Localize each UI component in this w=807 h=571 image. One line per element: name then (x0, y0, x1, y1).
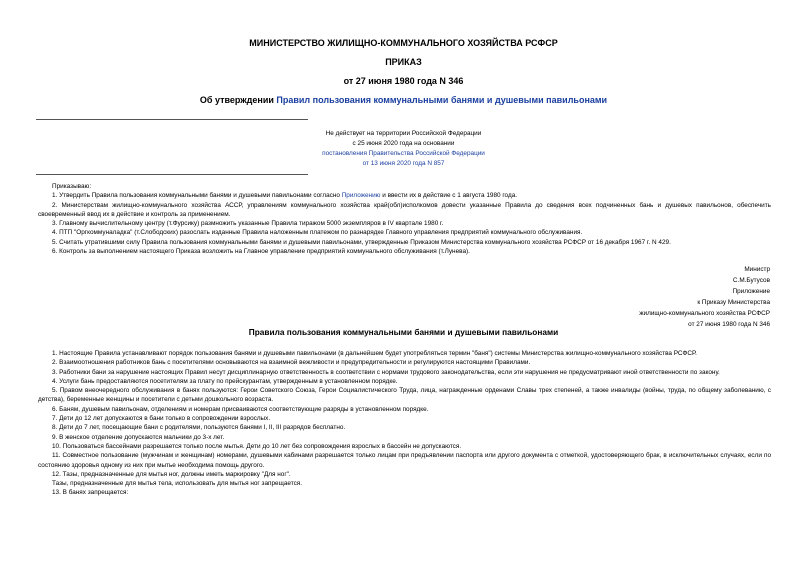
rules-item-5: 5. Правом внеочередного обслуживания в банях пользуются: Герои Советского Союза, Герои Социалистического Труда, лица, награжденные орденами Славы трех степеней, а также инвалиды (войны, труда, по общему заболеванию, с детства), беременные женщины и посетители с детьми дошкольного возраста. (38, 387, 771, 404)
notice-line-2: с 25 июня 2020 года на основании (352, 140, 455, 147)
order-item-3: 3. Главному вычислительному центру (т.Фурсику) размножить указанные Правила тиражом 5000 экземпляров в IV квартале 1980 г. (52, 220, 444, 228)
appendix-line-2: жилищно-коммунального хозяйства РСФСР (639, 310, 770, 317)
rules-item-9: 9. В женское отделение допускаются мальчики до 3-х лет. (52, 433, 225, 441)
appendix-link[interactable]: Приложению (341, 192, 381, 200)
rules-item-1: 1. Настоящие Правила устанавливают порядок пользования банями и душевыми павильонами (в дальнейшем будет употребляться термин "баня") системы Министерства жилищно-коммунального хозяйства РСФСР. (52, 350, 697, 357)
order-item-5: 5. Считать утратившими силу Правила пользования коммунальными банями и душевыми павильонами, утвержденные Приказом Министерства коммунального хозяйства РСФСР от 16 декабря 1967 г. N 429. (52, 238, 671, 246)
appendix-line-3: от 27 июня 1980 года N 346 (688, 321, 770, 328)
rules-item-12b: Тазы, предназначенные для мытья тела, использовать для мытья ног запрещается. (52, 480, 303, 488)
subject-prefix: Об утверждении (199, 95, 277, 105)
order-item-6: 6. Контроль за выполнением настоящего Приказа возложить на Главное управление предприятий коммунального обслуживания (т.Лунева). (52, 248, 470, 256)
rules-item-4: 4. Услуги бань предоставляются посетителям за плату по прейскурантам, утвержденным в установленном порядке. (52, 377, 398, 385)
rules-title: Правила пользования коммунальными банями и душевыми павильонами (248, 327, 559, 337)
order-item-1-pre: 1. Утвердить Правила пользования коммунальными банями и душевыми павильонами согласно (52, 192, 342, 200)
doc-type-heading: ПРИКАЗ (385, 57, 422, 67)
ministry-heading: МИНИСТЕРСТВО ЖИЛИЩНО-КОММУНАЛЬНОГО ХОЗЯЙСТВА РСФСР (249, 38, 558, 48)
rules-item-13: 13. В банях запрещается: (52, 489, 129, 497)
notice-link-2[interactable]: от 13 июня 2020 года N 857 (362, 160, 445, 167)
order-intro: Приказываю: (52, 183, 92, 190)
order-body (38, 182, 771, 256)
rules-item-3: 3. Работники бани за нарушение настоящих Правил несут дисциплинарную ответственность в соответствии с нормами трудового законодательства, если эти нарушения не предусматривают иной ответственности по закону. (52, 368, 720, 376)
order-item-1 (38, 191, 771, 200)
rules-item-10: 10. Пользоваться бассейнами разрешается только после мытья. Дети до 10 лет без сопровождения взрослых в бассейн не допускаются. (52, 442, 462, 450)
signature-title: Министр (744, 266, 770, 273)
notice-link-1[interactable]: постановления Правительства Российской Федерации (322, 150, 485, 157)
subject-heading (0, 95, 807, 106)
divider-top (36, 119, 308, 120)
rules-item-7: 7. Дети до 12 лет допускаются в бани только в сопровождении взрослых. (52, 415, 271, 423)
rules-item-12: 12. Тазы, предназначенные для мытья ног, должны иметь маркировку "Для ног". (52, 470, 291, 478)
divider-bottom (36, 174, 308, 175)
appendix-label: Приложение (732, 288, 770, 295)
order-item-1-post: и ввести их в действие с 1 августа 1980 года. (380, 192, 518, 200)
appendix-line-1: к Приказу Министерства (697, 299, 770, 306)
signature-name: С.М.Бутусов (732, 277, 770, 284)
rules-item-2: 2. Взаимоотношения работников бань с посетителями основываются на взаимной вежливости и предупредительности и регулируются настоящими Правилами. (52, 359, 531, 367)
order-item-2: 2. Министерствам жилищно-коммунального хозяйства АССР, управлениям коммунального хозяйства край(обл)исполкомов довести указанные Правила до сведения всех подчиненных бань и душевых павильонов, обеспечить своевременный ввод их в действие и контроль за применением. (38, 201, 771, 218)
order-item-4: 4. ПТП "Оргкоммуналадка" (т.Слободских) разослать изданные Правила наложенным платежом по разнарядке Главного управления предприятий коммунального обслуживания. (52, 229, 583, 237)
rules-item-6: 6. Баням, душевым павильонам, отделениям и номерам присваиваются соответствующие разряды в установленном порядке. (52, 405, 429, 413)
rules-body (38, 349, 771, 498)
rules-item-8: 8. Дети до 7 лет, посещающие бани с родителями, пользуются банями I, II, III разрядов бесплатно. (52, 424, 346, 432)
rules-item-11: 11. Совместное пользование (мужчинам и женщинам) номерами, душевыми кабинами разрешается только лицам при предъявлении паспорта или другого документа с отметкой, удостоверяющего брак, в исключительных случаях, если по состоянию здоровья одному из них при мытье необходима помощь другого. (38, 452, 771, 469)
date-number-heading: от 27 июня 1980 года N 346 (343, 76, 464, 86)
subject-link[interactable]: Правил пользования коммунальными банями и душевыми павильонами (276, 95, 608, 105)
notice-line-1: Не действует на территории Российской Федерации (325, 130, 482, 137)
